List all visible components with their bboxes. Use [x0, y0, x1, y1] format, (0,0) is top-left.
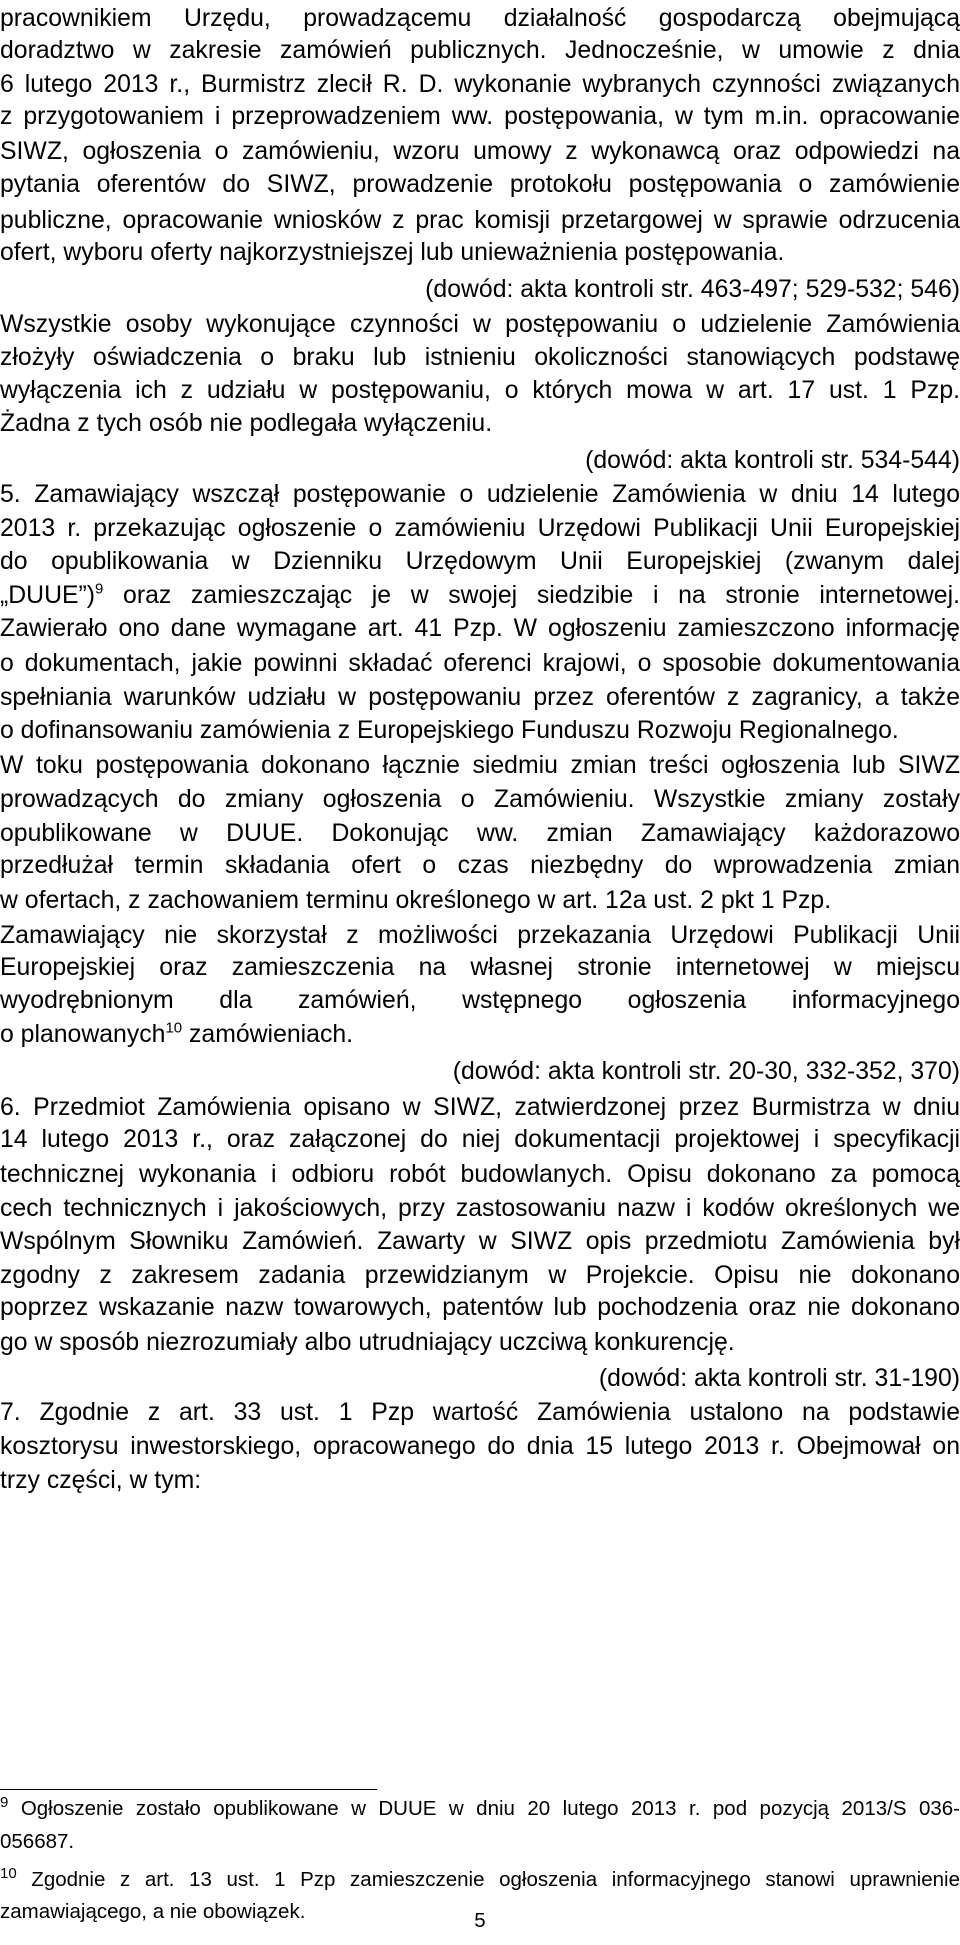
body-line: [0, 982, 960, 1019]
body-line-text: ofert, wyboru oferty najkorzystniejszej lub unieważnienia postępowania.: [0, 239, 785, 266]
body-line-text: doradztwo w zakresie zamówień publicznych. Jednocześnie, w umowie z dnia: [0, 37, 960, 64]
body-line-text: opublikowane w DUUE. Dokonując ww. zmian Zamawiający każdorazowo: [0, 820, 960, 847]
body-line: [0, 610, 960, 647]
body-line: [0, 476, 960, 513]
body-line-text: w ofertach, z zachowaniem terminu określonego w art. 12a ust. 2 pkt 1 Pzp.: [0, 887, 832, 914]
footnote-separator: [0, 1789, 377, 1790]
body-line-text: z przygotowaniem i przeprowadzeniem ww. postępowania, w tym m.in. opracowanie: [0, 103, 960, 130]
footnote-text: Ogłoszenie zostało opublikowane w DUUE w dniu 20 lutego 2013 r. pod pozycją 2013/S 036-: [20, 1797, 960, 1820]
body-line: [0, 882, 960, 919]
body-line-text: o dokumentach, jakie powinni składać oferenci krajowi, o sposobie dokumentowania: [0, 650, 960, 677]
body-line-text: kosztorysu inwestorskiego, opracowanego do dnia 15 lutego 2013 r. Obejmował on: [0, 1433, 960, 1460]
body-line-text: 2013 r. przekazując ogłoszenie o zamówieniu Urzędowi Publikacji Unii Europejskiej: [0, 515, 960, 542]
body-line: [0, 949, 960, 986]
body-line: [0, 543, 960, 580]
body-line-text: cech technicznych i jakościowych, przy zastosowaniu nazw i kodów określonych we: [0, 1195, 960, 1222]
body-line-text: o dofinansowaniu zamówienia z Europejskiego Funduszu Rozwoju Regionalnego.: [0, 717, 899, 744]
footnote-line: [0, 1793, 960, 1825]
body-line: [0, 1121, 960, 1158]
body-line-text: technicznej wykonania i odbioru robót budowlanych. Opisu dokonano za pomocą: [0, 1161, 960, 1188]
body-line-text: Wspólnym Słowniku Zamówień. Zawarty w SIWZ opis przedmiotu Zamówienia był: [0, 1228, 960, 1255]
body-line: [0, 747, 960, 784]
body-line-text: Europejskiej oraz zamieszczenia na własnej stronie internetowej w miejscu: [0, 954, 960, 981]
footnote-text: Zgodnie z art. 13 ust. 1 Pzp zamieszczenie ogłoszenia informacyjnego stanowi uprawnienie: [31, 1868, 960, 1891]
body-line: [0, 1394, 960, 1431]
body-line: [0, 781, 960, 818]
body-line-text: SIWZ, ogłoszenia o zamówieniu, wzoru umowy z wykonawcą oraz odpowiedzi na: [0, 138, 960, 165]
body-line: [0, 1289, 960, 1326]
body-line: [0, 712, 960, 749]
body-line: [0, 339, 960, 376]
body-line-text: do opublikowania w Dzienniku Urzędowym Unii Europejskiej (zwanym dalej: [0, 548, 960, 575]
body-line-text: prowadzących do zmiany ogłoszenia o Zamówieniu. Wszystkie zmiany zostały: [0, 786, 960, 813]
body-line-text: o planowanych: [0, 1021, 166, 1048]
body-line-text: poprzez wskazanie nazw towarowych, patentów lub pochodzenia oraz nie dokonano: [0, 1294, 960, 1321]
body-line: [0, 510, 960, 547]
footnote-reference: 9: [95, 580, 104, 598]
body-line-text: (dowód: akta kontroli str. 20-30, 332-352, 370): [452, 1058, 960, 1085]
body-line: [0, 133, 960, 170]
body-line: [0, 1223, 960, 1260]
body-line: [0, 372, 960, 409]
body-line-text: spełniania warunków udziału w postępowaniu przez oferentów z zagranicy, a także: [0, 684, 960, 711]
body-line-text: zgodny z zakresem zadania przewidzianym w Projekcie. Opisu nie dokonano: [0, 1262, 960, 1289]
body-line-text: Zamawiający nie skorzystał z możliwości przekazania Urzędowi Publikacji Unii: [0, 922, 960, 949]
body-line-text: zamówieniach.: [182, 1021, 354, 1048]
footnote-text: zamawiającego, a nie obowiązek.: [0, 1900, 306, 1923]
body-line: [0, 847, 960, 884]
body-line-text: 6 lutego 2013 r., Burmistrz zlecił R. D. wykonanie wybranych czynności związanych: [0, 71, 960, 98]
body-line: [0, 1190, 960, 1227]
body-line: [0, 98, 960, 135]
body-line: [0, 271, 960, 308]
body-line-text: Wszystkie osoby wykonujące czynności w postępowaniu o udzielenie Zamówienia: [0, 311, 960, 338]
footnote-number: 10: [0, 1865, 17, 1883]
body-line: [0, 1428, 960, 1465]
body-line-text: pracownikiem Urzędu, prowadzącemu działalność gospodarczą obejmującą: [0, 5, 960, 32]
body-line: [0, 166, 960, 203]
body-line: [0, 1360, 960, 1397]
body-line-text: 5. Zamawiający wszczął postępowanie o udzielenie Zamówienia w dniu 14 lutego: [0, 481, 960, 508]
body-line: [0, 577, 960, 614]
body-line-text: trzy części, w tym:: [0, 1467, 202, 1494]
body-line-text: (dowód: akta kontroli str. 31-190): [598, 1365, 960, 1392]
body-line-text: 6. Przedmiot Zamówienia opisano w SIWZ, zatwierdzonej przez Burmistrza w dniu: [0, 1094, 960, 1121]
body-line-text: Zawierało ono dane wymagane art. 41 Pzp. W ogłoszeniu zamieszczono informację: [0, 615, 960, 642]
body-line: [0, 32, 960, 69]
body-line: [0, 1324, 960, 1361]
body-line: [0, 1053, 960, 1090]
body-line-text: (dowód: akta kontroli str. 534-544): [585, 447, 960, 474]
footnote-line: [0, 1826, 960, 1858]
body-line-text: „DUUE”): [0, 582, 96, 609]
footnote-text: 056687.: [0, 1830, 75, 1853]
body-line-text: 14 lutego 2013 r., oraz załączonej do niej dokumentacji projektowej i specyfikacji: [0, 1126, 960, 1153]
body-line: [0, 645, 960, 682]
body-line: [0, 442, 960, 479]
body-line-text: wyłączenia ich z udziału w postępowaniu, o których mowa w art. 17 ust. 1 Pzp.: [0, 377, 960, 404]
body-line-text: publiczne, opracowanie wniosków z prac komisji przetargowej w sprawie odrzucenia: [0, 207, 960, 234]
body-line-text: oraz zamieszczając je w swojej siedzibie i na stronie internetowej.: [103, 582, 960, 609]
body-line-text: złożyły oświadczenia o braku lub istnieniu okoliczności stanowiących podstawę: [0, 344, 960, 371]
body-line: [0, 405, 960, 442]
body-line: [0, 306, 960, 343]
body-line-text: przedłużał termin składania ofert o czas niezbędny do wprowadzenia zmian: [0, 852, 960, 879]
body-line-text: W toku postępowania dokonano łącznie siedmiu zmian treści ogłoszenia lub SIWZ: [0, 752, 960, 779]
body-line: [0, 1462, 960, 1499]
body-line-text: go w sposób niezrozumiały albo utrudniający uczciwą konkurencję.: [0, 1329, 735, 1356]
body-line-text: 7. Zgodnie z art. 33 ust. 1 Pzp wartość Zamówienia ustalono na podstawie: [0, 1399, 960, 1426]
body-line-text: wyodrębnionym dla zamówień, wstępnego ogłoszenia informacyjnego: [0, 987, 960, 1014]
body-line: [0, 234, 960, 271]
body-line: [0, 679, 960, 716]
body-line: [0, 1156, 960, 1193]
page-number: 5: [474, 1909, 486, 1932]
body-line-text: pytania oferentów do SIWZ, prowadzenie protokołu postępowania o zamówienie: [0, 171, 960, 198]
body-line-text: Żadna z tych osób nie podlegała wyłączeniu.: [0, 410, 493, 437]
footnote-line: [0, 1864, 960, 1896]
footnote-number: 9: [0, 1794, 9, 1812]
body-line-text: (dowód: akta kontroli str. 463-497; 529-532; 546): [425, 276, 960, 303]
body-line: [0, 1016, 960, 1053]
footnote-reference: 10: [165, 1019, 183, 1037]
